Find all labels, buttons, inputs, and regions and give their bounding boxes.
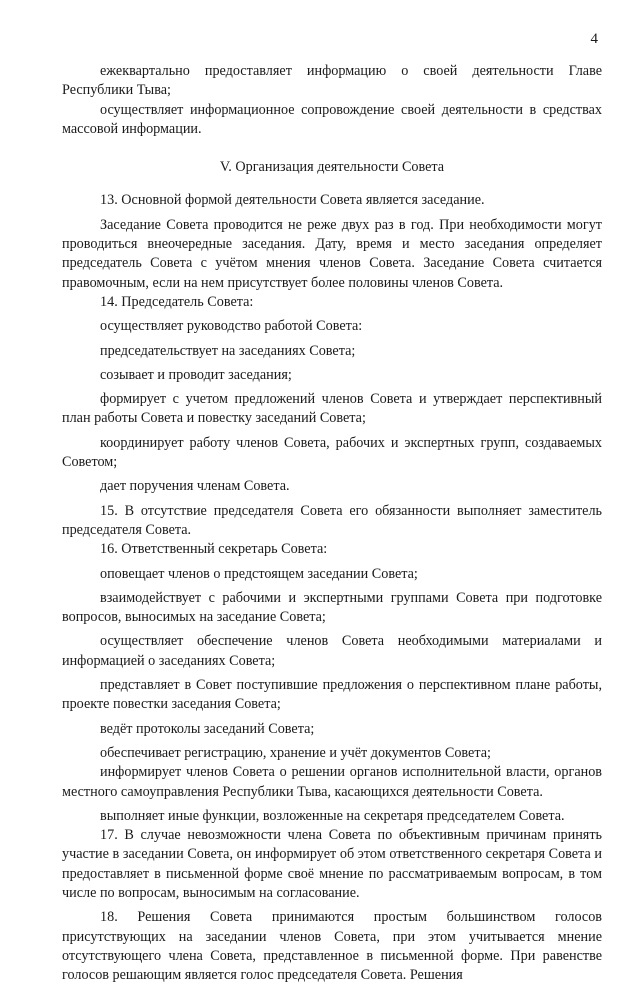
page-number: 4 [590,31,598,47]
paragraph: ведёт протоколы заседаний Совета; [100,720,315,737]
paragraph: 14. Председатель Совета: [100,293,254,310]
document-body [62,62,602,985]
paragraph: 17. В случае невозможности члена Совета по объективным причинам принять участие в заседании Совета, он информирует об этом ответственного секретаря Совета и предоставляет в письменной форме своё мнение по рассматриваемым вопросам, в том числе по вопросам, выносимым на согласование. [62,827,602,901]
paragraph: осуществляет информационное сопровождение своей деятельности в средствах массовой информации. [62,101,602,137]
paragraph: председательствует на заседаниях Совета; [100,342,356,359]
paragraph: дает поручения членам Совета. [100,478,290,495]
paragraph: 13. Основной формой деятельности Совета является заседание. [100,192,485,209]
paragraph: информирует членов Совета о решении органов исполнительной власти, органов местного самоуправления Республики Тыва, касающихся деятельности Совета. [62,764,602,800]
paragraph: обеспечивает регистрацию, хранение и учёт документов Совета; [100,744,491,761]
paragraph: формирует с учетом предложений членов Совета и утверждает перспективный план работы Совета и повестку заседаний Совета; [62,391,602,427]
section-title: V. Организация деятельности Совета [219,159,445,176]
paragraph: оповещает членов о предстоящем заседании Совета; [100,565,418,582]
paragraph: представляет в Совет поступившие предложения о перспективном плане работы, проекте повестки заседания Совета; [62,677,602,713]
paragraph: взаимодействует с рабочими и экспертными группами Совета при подготовке вопросов, выносимых на заседание Совета; [62,589,602,626]
paragraph: ежеквартально предоставляет информацию о своей деятельности Главе Республики Тыва; [62,63,602,99]
paragraph: 18. Решения Совета принимаются простым большинством голосов присутствующих на заседании членов Совета, при этом учитывается мнение отсутствующего члена Совета, представленное в письменной форме. При равенстве голосов решающим является голос председателя Совета. Решения [62,909,602,984]
paragraph: координирует работу членов Совета, рабочих и экспертных групп, создаваемых Советом; [62,434,602,471]
paragraph: созывает и проводит заседания; [100,366,292,383]
paragraph: осуществляет руководство работой Совета: [100,318,363,335]
paragraph: 15. В отсутствие председателя Совета его обязанности выполняет заместитель председателя Совета. [62,502,602,538]
paragraph: осуществляет обеспечение членов Совета необходимыми материалами и информацией о заседаниях Совета; [62,633,602,669]
paragraph: выполняет иные функции, возложенные на секретаря председателем Совета. [100,807,565,824]
paragraph: Заседание Совета проводится не реже двух раз в год. При необходимости могут проводиться внеочередные заседания. Дату, время и место заседания определяет председатель Совета с учётом мнения членов Совета. Заседание Совета считается правомочным, если на нем присутствует более половины членов Совета. [62,216,602,291]
paragraph: 16. Ответственный секретарь Совета: [100,541,328,558]
